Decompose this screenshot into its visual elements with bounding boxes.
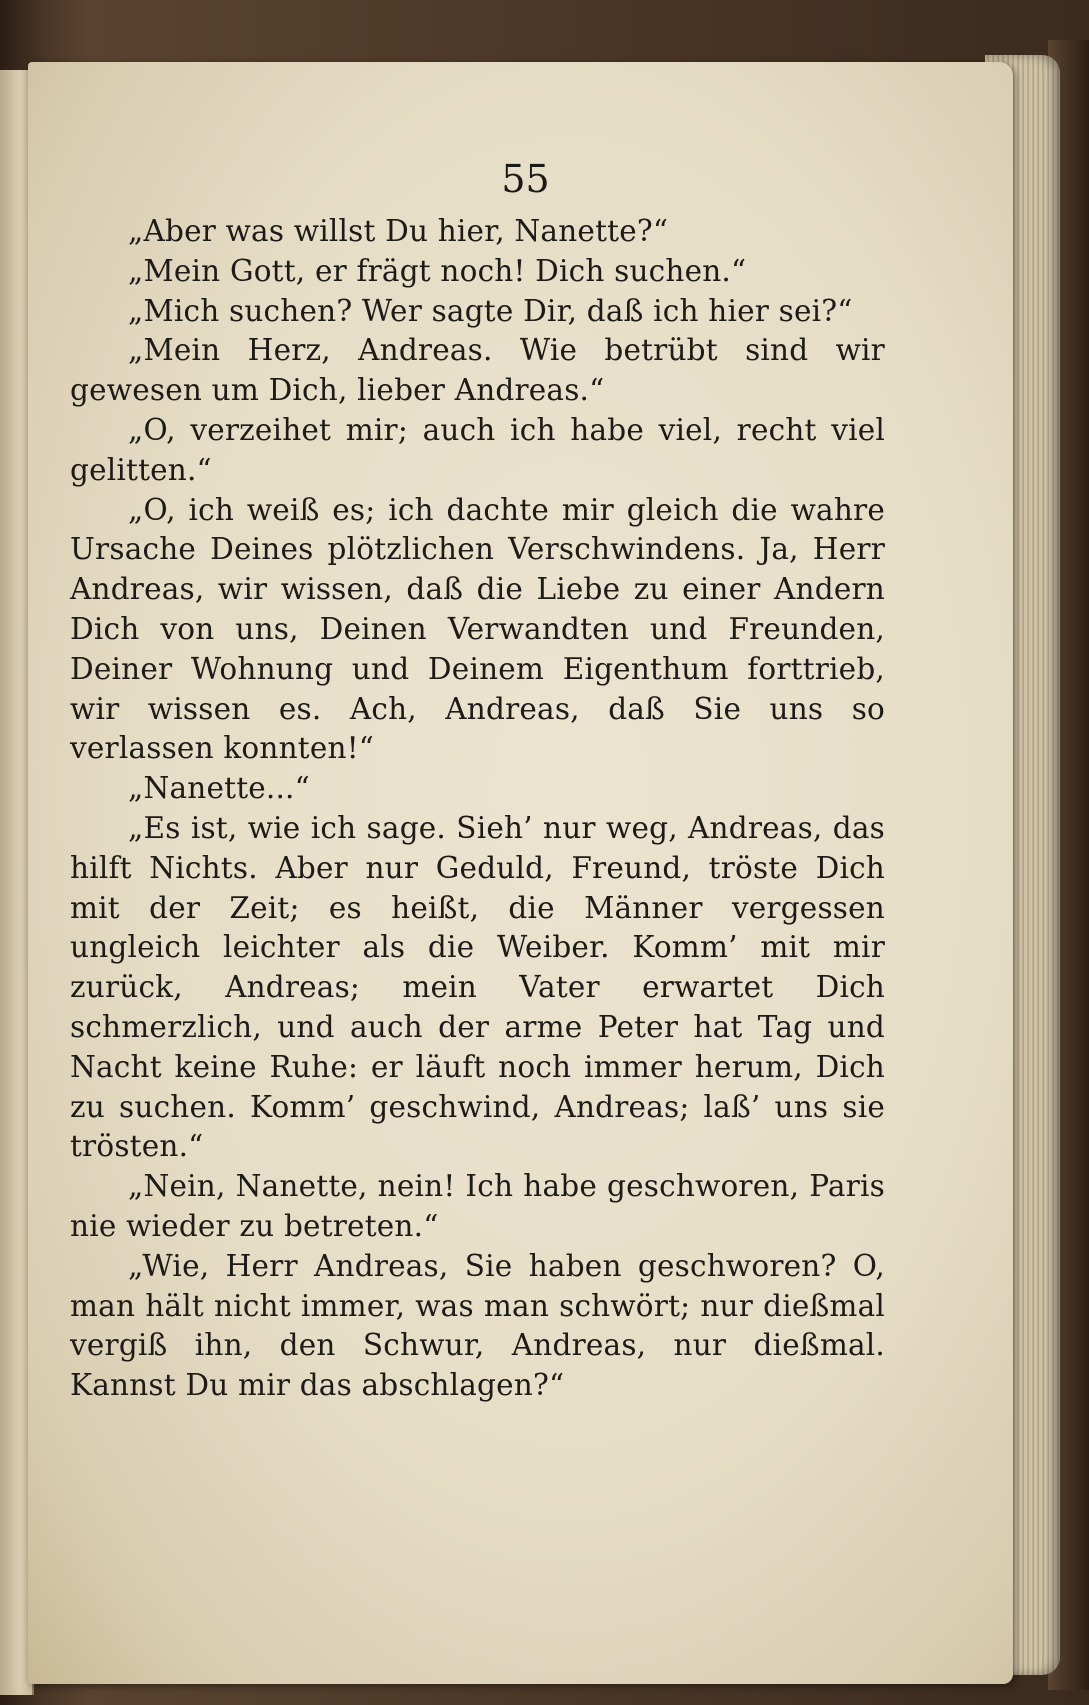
paragraph-7: „Nanette...“ (128, 771, 310, 806)
page-number: 55 (501, 157, 550, 201)
paragraph-10: „Wie, Herr Andreas, Sie haben geschworen? O, man hält nicht immer, was man schwört; nur dießmal vergiß ihn, den Schwur, Andreas, nur dießmal. Kannst Du mir das abschlagen?“ (70, 1248, 885, 1403)
paragraph-8: „Es ist, wie ich sage. Sieh’ nur weg, Andreas, das hilft Nichts. Aber nur Geduld, Freund, tröste Dich mit der Zeit; es heißt, die Männer vergessen ungleich leichter als die Weiber. Komm’ mit mir zurück, Andreas; mein Vater erwartet Dich schmerzlich, und auch der arme Peter hat Tag und Nacht keine Ruhe: er läuft noch immer herum, Dich zu suchen. Komm’ geschwind, Andreas; laß’ uns sie trösten.“ (70, 810, 885, 1164)
paragraph-9: „Nein, Nanette, nein! Ich habe geschworen, Paris nie wieder zu betreten.“ (70, 1169, 885, 1243)
paragraph-5: „O, verzeihet mir; auch ich habe viel, recht viel gelitten.“ (70, 412, 885, 487)
paragraph-6: „O, ich weiß es; ich dachte mir gleich die wahre Ursache Deines plötzlichen Verschwindens. Ja, Herr Andreas, wir wissen, daß die Liebe zu einer Andern Dich von uns, Deinen Verwandten und Freunden, Deiner Wohnung und Deinem Eigenthum forttrieb, wir wissen es. Ach, Andreas, daß Sie uns so verlassen konnten!“ (70, 492, 885, 766)
page-text (70, 212, 885, 1406)
book-page (28, 62, 1013, 1684)
paragraph-4: „Mein Herz, Andreas. Wie betrübt sind wir gewesen um Dich, lieber Andreas.“ (70, 333, 885, 408)
paragraph-3: „Mich suchen? Wer sagte Dir, daß ich hier sei?“ (128, 293, 853, 328)
paragraph-1: „Aber was willst Du hier, Nanette?“ (128, 214, 669, 248)
paragraph-2: „Mein Gott, er frägt noch! Dich suchen.“ (128, 253, 747, 288)
